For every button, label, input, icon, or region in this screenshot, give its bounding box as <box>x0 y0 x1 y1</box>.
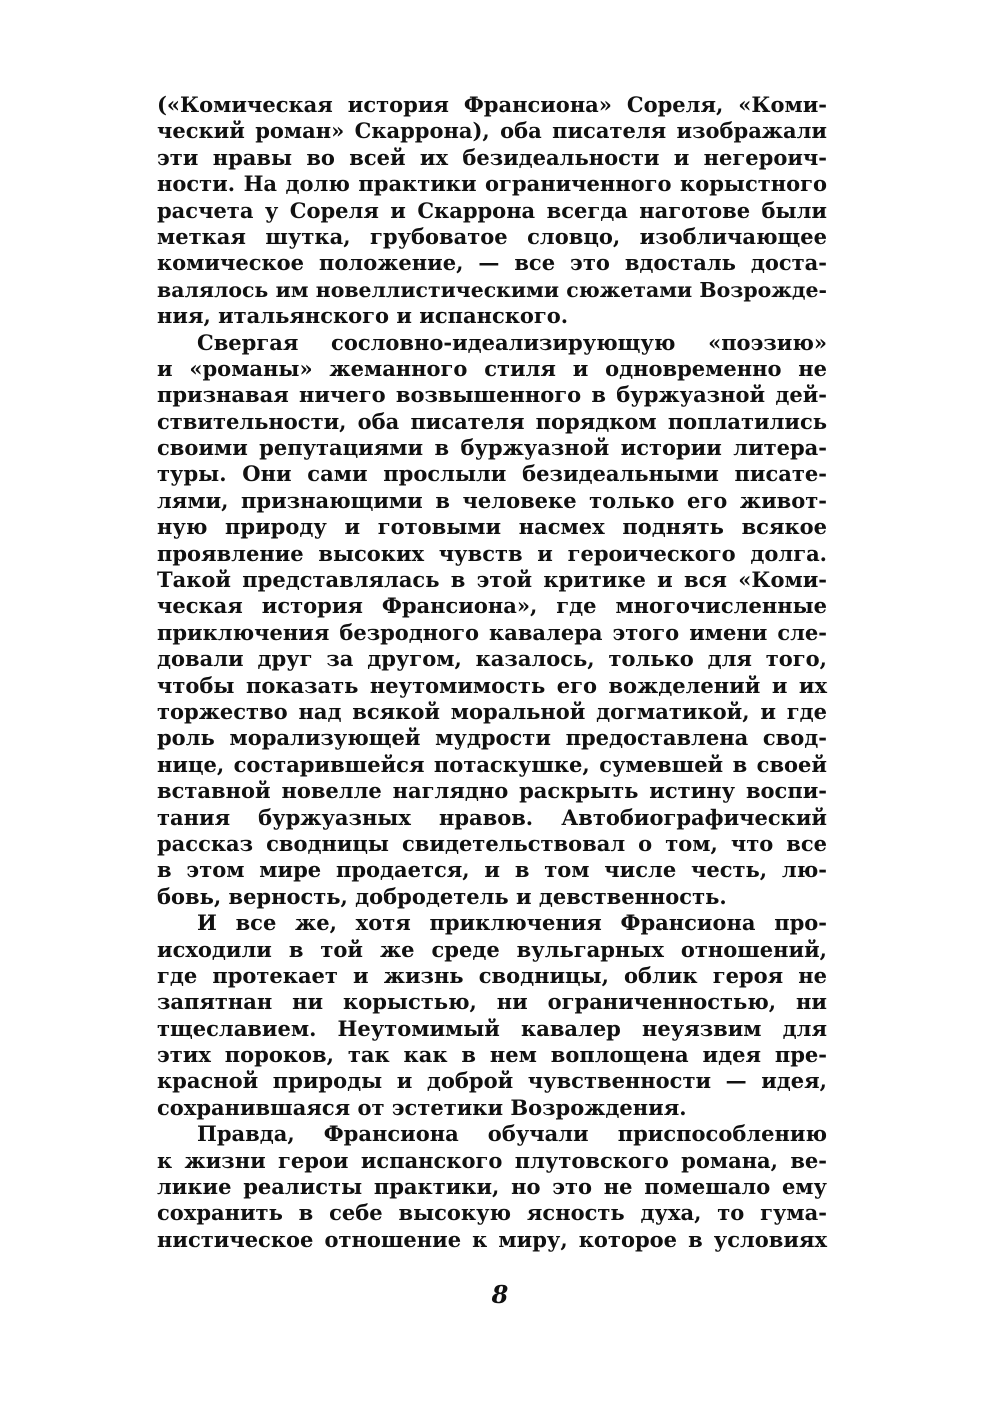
text-line: рассказ сводницы свидетельствовал о том, что все <box>157 830 827 856</box>
text-line: лями, признающими в человеке только его живот- <box>157 487 827 513</box>
text-line: Свергая сословно-идеализирующую «поэзию» <box>197 329 827 355</box>
text-line: в этом мире продается, и в том числе честь, лю- <box>157 857 827 883</box>
text-line: нице, состарившейся потаскушке, сумевшей в своей <box>157 751 827 777</box>
text-line: туры. Они сами прослыли безидеальными писате- <box>157 461 827 487</box>
text-line: и «романы» жеманного стиля и одновременно не <box>157 355 827 381</box>
text-line: бовь, верность, добродетель и девственность. <box>157 883 727 909</box>
text-line: вставной новелле наглядно раскрыть истину воспи- <box>157 778 827 804</box>
text-line: признавая ничего возвышенного в буржуазной дей- <box>157 382 827 408</box>
text-line: к жизни герои испанского плутовского романа, ве- <box>157 1147 827 1173</box>
text-line: И все же, хотя приключения Франсиона про- <box>197 910 827 936</box>
text-line: Правда, Франсиона обучали приспособлению <box>197 1121 827 1147</box>
text-line: меткая шутка, грубоватое словцо, изобличающее <box>157 223 827 249</box>
text-line: проявление высоких чувств и героического долга. <box>157 540 827 566</box>
text-line: торжество над всякой моральной догматикой, и где <box>157 698 827 724</box>
text-line: исходили в той же среде вульгарных отношений, <box>157 936 827 962</box>
text-line: ческая история Франсиона», где многочисленные <box>157 593 827 619</box>
text-line: ческий роман» Скаррона), оба писателя изображали <box>157 118 827 144</box>
text-line: этих пороков, так как в нем воплощена идея пре- <box>157 1042 827 1068</box>
text-line: чтобы показать неутомимость его вожделений и их <box>157 672 827 698</box>
text-line: тания буржуазных нравов. Автобиографический <box>157 804 827 830</box>
text-line: расчета у Сореля и Скаррона всегда наготове были <box>157 197 827 223</box>
text-line: ную природу и готовыми насмех поднять всякое <box>157 514 827 540</box>
text-line: ликие реалисты практики, но это не помешало ему <box>157 1174 827 1200</box>
text-line: приключения безродного кавалера этого имени сле- <box>157 619 827 645</box>
page-number: 8 <box>491 1280 509 1309</box>
text-line: валялось им новеллистическими сюжетами Возрожде- <box>157 277 827 302</box>
text-line: ствительности, оба писателя порядком поплатились <box>157 408 827 434</box>
text-line: где протекает и жизнь сводницы, облик героя не <box>157 962 827 988</box>
text-line: запятнан ни корыстью, ни ограниченностью, ни <box>157 989 827 1015</box>
text-line: роль морализующей мудрости предоставлена свод- <box>157 725 827 751</box>
text-line: («Комическая история Франсиона» Сореля, «Коми- <box>157 92 827 117</box>
text-line: своими репутациями в буржуазной истории литера- <box>157 435 827 461</box>
text-line: ности. На долю практики ограниченного корыстного <box>157 171 827 197</box>
text-line: сохранить в себе высокую ясность духа, то гума- <box>157 1200 827 1226</box>
text-line: нистическое отношение к миру, которое в условиях <box>157 1226 827 1252</box>
text-line: тщеславием. Неутомимый кавалер неуязвим для <box>157 1015 827 1041</box>
text-line: сохранившаяся от эстетики Возрождения. <box>157 1094 687 1120</box>
text-line: комическое положение, — все это вдосталь доста- <box>157 250 827 276</box>
body-text <box>157 92 827 1253</box>
text-line: эти нравы во всей их безидеальности и негероич- <box>157 144 827 170</box>
text-line: довали друг за другом, казалось, только для того, <box>157 646 827 672</box>
text-line: ния, итальянского и испанского. <box>157 303 569 329</box>
text-line: Такой представлялась в этой критике и вся «Коми- <box>157 567 827 593</box>
text-line: красной природы и доброй чувственности — идея, <box>157 1068 827 1094</box>
